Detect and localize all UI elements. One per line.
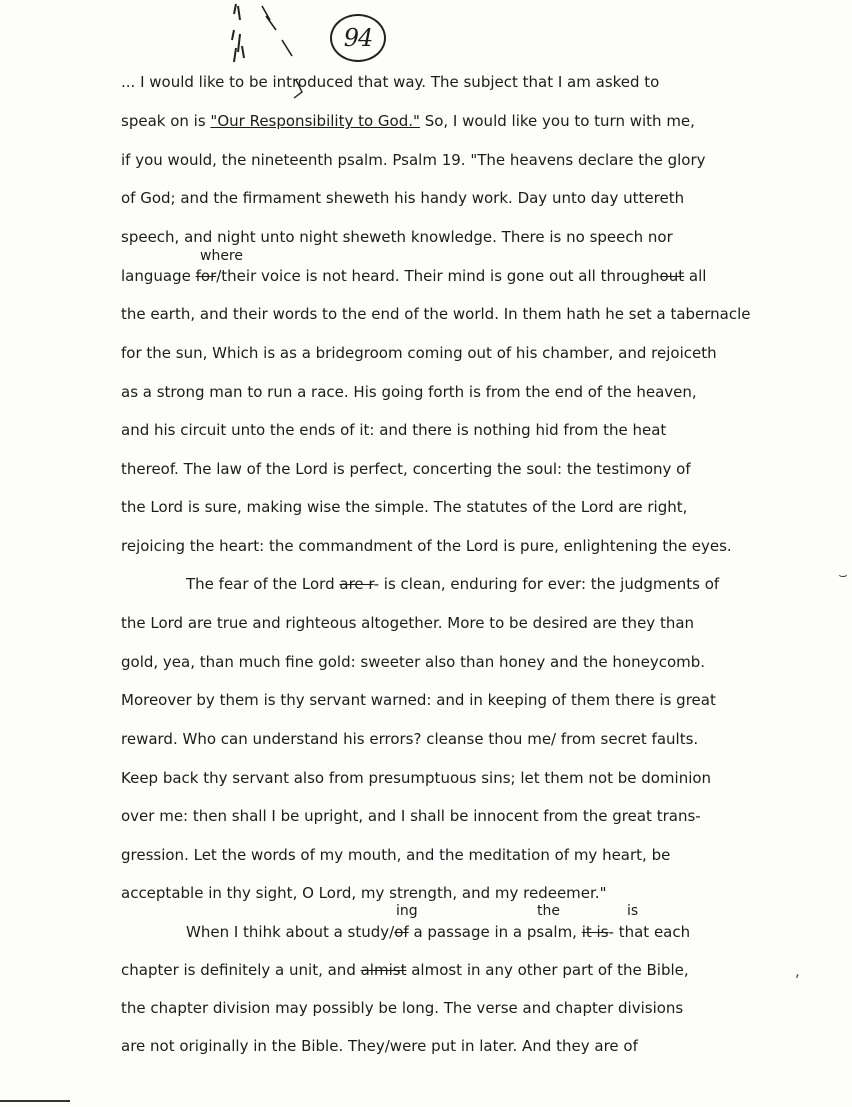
text-line: for the sun, Which is as a bridegroom coming out of his chamber, and rejoiceth (121, 344, 717, 362)
text-fragment: When I thihk about a study/ (186, 923, 395, 941)
page-edge-mark (0, 1100, 70, 1102)
text-line (121, 266, 841, 286)
text-line: speech, and night unto night sheweth knowledge. There is no speech nor (121, 228, 673, 246)
text-line: acceptable in thy sight, O Lord, my strength, and my redeemer." (121, 884, 607, 902)
text-fragment: /their voice is not heard. Their mind is gone out all through (216, 267, 660, 285)
text-line (186, 574, 852, 594)
handwritten-insertion: the (537, 903, 560, 919)
text-line: Keep back thy servant also from presumptuous sins; let them not be dominion (121, 769, 712, 787)
margin-mark: , (795, 962, 800, 980)
margin-mark: ⌣ (838, 566, 848, 584)
text-line: thereof. The law of the Lord is perfect, concerting the soul: the testimony of (121, 460, 691, 478)
text-line: gold, yea, than much fine gold: sweeter also than honey and the honeycomb. (121, 653, 706, 671)
text-line: gression. Let the words of my mouth, and the meditation of my heart, be (121, 846, 671, 864)
text-fragment: a passage in a psalm, (408, 923, 582, 941)
text-fragment: So, I would like you to turn with me, (419, 112, 695, 130)
text-fragment: speak on is (121, 112, 211, 130)
text-line: and his circuit unto the ends of it: and there is nothing hid from the heat (121, 421, 667, 439)
text-line: over me: then shall I be upright, and I shall be innocent from the great trans- (121, 807, 701, 825)
text-line (186, 922, 852, 942)
text-line: rejoicing the heart: the commandment of the Lord is pure, enlightening the eyes. (121, 537, 732, 555)
text-line: of God; and the firmament sheweth his handy work. Day unto day uttereth (121, 189, 685, 207)
text-line: the chapter division may possibly be long. The verse and chapter divisions (121, 999, 684, 1017)
page-number: 94 (330, 14, 386, 62)
text-fragment: language (121, 267, 196, 285)
text-line: ... I would like to be introduced that way. The subject that I am asked to (121, 73, 660, 91)
text-line: the earth, and their words to the end of the world. In them hath he set a tabernacle (121, 305, 751, 323)
text-fragment: - that each (608, 923, 691, 941)
talk-title: "Our Responsibility to God." (210, 112, 420, 130)
text-line: the Lord are true and righteous altogether. More to be desired are they than (121, 614, 695, 632)
text-line: reward. Who can understand his errors? cleanse thou me/ from secret faults. (121, 730, 699, 748)
struck-text: for (195, 267, 217, 285)
struck-text: it is (581, 923, 609, 941)
handwritten-insertion: is (627, 903, 639, 919)
text-line: as a strong man to run a race. His going forth is from the end of the heaven, (121, 383, 697, 401)
text-line (121, 960, 841, 980)
text-line (121, 111, 841, 131)
struck-text: of (394, 923, 409, 941)
text-fragment: almost in any other part of the Bible, (406, 961, 689, 979)
handwritten-insertion: where (200, 248, 243, 264)
text-fragment: - is clean, enduring for ever: the judgments of (373, 575, 720, 593)
struck-text: are r (339, 575, 374, 593)
text-fragment: all (684, 267, 707, 285)
text-line: if you would, the nineteenth psalm. Psalm 19. "The heavens declare the glory (121, 151, 706, 169)
text-line: the Lord is sure, making wise the simple. The statutes of the Lord are right, (121, 498, 688, 516)
struck-text: out (659, 267, 685, 285)
text-line: Moreover by them is thy servant warned: and in keeping of them there is great (121, 691, 716, 709)
text-fragment: chapter is definitely a unit, and (121, 961, 361, 979)
handwritten-insertion: ing (396, 903, 418, 919)
struck-text: almist (360, 961, 407, 979)
text-fragment: The fear of the Lord (186, 575, 340, 593)
text-line: are not originally in the Bible. They/were put in later. And they are of (121, 1037, 638, 1055)
